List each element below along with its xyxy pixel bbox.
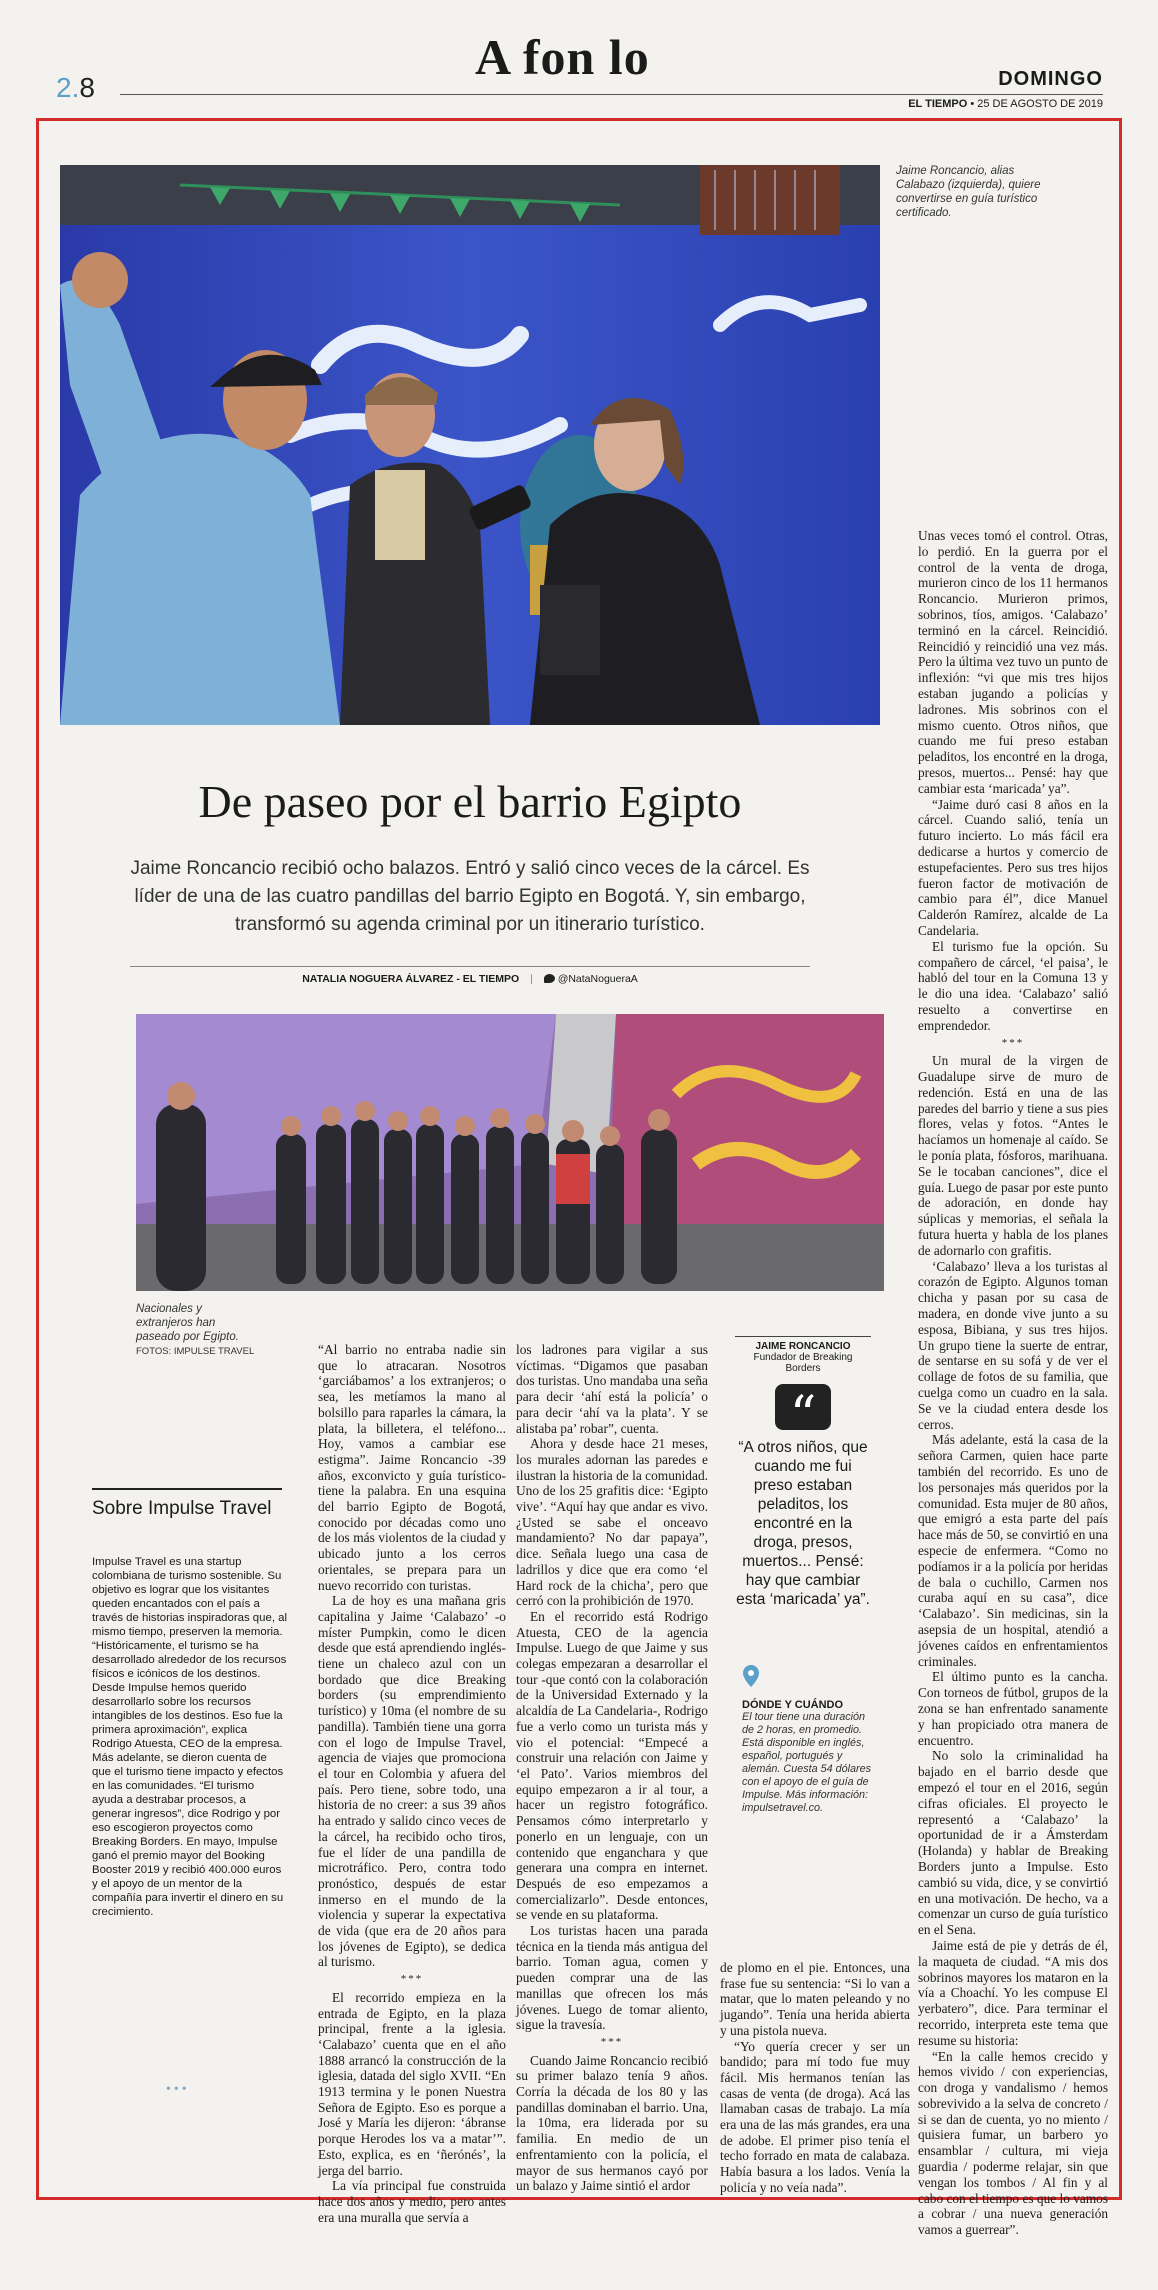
sidebar-body: Impulse Travel es una startup colombiana de turismo sostenible. Su objetivo es lograr que los visitantes queden encantados con el país a través de historias inspiradoras que, al mismo tiempo, preserven la memoria. “Históricamente, el turismo se ha desarrollado alrededor de los recursos físicos e icónicos de los destinos. Desde Impulse hemos querido desarrollarlo sobre los recursos intangibles de los destinos. Eso fue la primera aproximación”, explica Rodrigo Atuesta, CEO de la empresa. Más adelante, se dieron cuenta de que el turismo tiene impacto y efectos en las comunidades. “El turismo ayuda a destrabar procesos, a generar ingresos”, dice Rodrigo y por eso escogieron proyectos como Breaking Borders. En mayo, Impulse ganó el premio mayor del Booking Booster 2019 y recibió 400.000 euros y el apoyo de un mentor de la compañía para invertir el dinero en su crecimiento. xyxy=(92,1556,288,1918)
group-photo-caption xyxy=(136,1302,256,1359)
info-box xyxy=(742,1664,872,1815)
sidebar-dots: ••• xyxy=(166,2082,190,2097)
article-column-3 xyxy=(720,1960,910,2196)
byline-divider: | xyxy=(530,973,533,985)
paragraph: “En la calle hemos crecido y hemos vivido / con experiencias, con droga y vandalismo / hemos sobrevivido a la selva de concreto / si se dan de cuenta, yo no miento / quisiera fumar, un barbero yo ensamblar / cultura, mi vieja guardia / poderme relajar, sin que vengan los tombos / Al fin y al cabo con el tiempo es que lo vamos a cobrar / una nueva generación vamos a guerrear”. xyxy=(918,2048,1108,2238)
paragraph: Jaime está de pie y detrás de él, la maqueta de ciudad. “A mis dos sobrinos mayores los mataron en la vía a Choachí. Yo les compuse El yerbatero”, dice. Para terminar el recorrido, interpreta este tema que resume su historia: xyxy=(918,1937,1108,2048)
paragraph: El último punto es la cancha. Con torneos de fútbol, grupos de la zona se han enfrentado sanamente y han propiciado otra manera de encuentro. xyxy=(918,1669,1108,1748)
paragraph: El recorrido empieza en la entrada de Egipto, en la plaza principal, frente a la iglesia. ‘Calabazo’ cuenta que en el año 1888 arrancó la construcción de la iglesia, datada del siglo XVII. “En 1913 termina y le ponen Nuestra Señora de Egipto. Eso es porque a José y María les dijeron: ‘ábranse porque Herodes los va a matar’”. Esto, explica, es en ‘ñerónés’, la jerga del barrio. xyxy=(318,1989,506,2178)
quote-name: JAIME RONCANCIO xyxy=(735,1336,871,1352)
paragraph: Ahora y desde hace 21 meses, los murales adornan las paredes e ilustran la historia de la comunidad. Uno de los 25 grafitis dice: ‘Egipto vive’. “Aquí hay que andar es vivo. ¿Usted se sabe el onceavo mandamiento? No dar papaya”, dice. Señala luego una casa de ladrillos y dice que era como ‘el Hard rock de la chicha’, pero que cerró con la prohibición de 1970. xyxy=(516,1436,708,1609)
paragraph: Más adelante, está la casa de la señora Carmen, quien hace parte también del recorrido. Es uno de los personajes más queridos por la comunidad. Esta mujer de 80 años, que emigró a esta parte del país hace más de 50, se convirtió en una especie de enfermera. “Como no podíamos ir a la policía por heridas de bala o cuchillo, Carmen nos curaba aquí en su casa”, dice ‘Calabazo’. Sin medicinas, sin la asepsia de un hospital, atendió a jóvenes caídos en enfrentamientos criminales. xyxy=(918,1432,1108,1669)
paragraph: ‘Calabazo’ lleva a los turistas al corazón de Egipto. Algunos toman chicha y pasan por su casa de madera, en donde vive junto a su esposa, Bibiana, y sus tres hijos. Un grupo tiene la suerte de entrar, de sentarse en su sofá y de ver el collage de fotos de su familia, que cuelga como un cuadro en la sala. Se ve la ciudad entera desde los cerros. xyxy=(918,1258,1108,1432)
section-title: A fon lo xyxy=(475,29,650,85)
main-photo xyxy=(60,165,880,725)
paragraph: de plomo en el pie. Entonces, una frase fue su sentencia: “Si lo van a matar, que lo maten peleando y no jugando”. Tenía una herida abierta y una pistola nueva. xyxy=(720,1960,910,2038)
issue-date xyxy=(908,98,1103,110)
paragraph: La de hoy es una mañana gris capitalina y Jaime ‘Calabazo’ -o míster Pumpkin, como le dicen desde que está aprendiendo inglés- tiene un chaleco azul con un bordado que dice Breaking borders (su emprendimiento turístico) y 10ma (el nombre de su pandilla). También tiene una gorra con el logo de Impulse Travel, agencia de viajes que promociona el tour en Colombia y afuera del país. Pero tiene, sobre todo, una historia de no creer: a sus 39 años ha entrado y salido cinco veces de la cárcel, ha recibido ocho tiros, fue el líder de una pandilla de microtráfico. Pero, contra todo pronóstico, después de estar inmerso en el mundo de la violencia y superar la expectativa de vida (que era de 20 años para los jóvenes de Egipto), se dedica al turismo. xyxy=(318,1593,506,1970)
paragraph: El turismo fue la opción. Su compañero de cárcel, ‘el paisa’, le habló del tour en la Comuna 13 y le dio una idea. ‘Calabazo’ salió resuelto a convertirse en emprendedor. xyxy=(918,938,1108,1033)
twitter-icon xyxy=(544,974,555,983)
paper-name: EL TIEMPO xyxy=(908,98,968,110)
masthead-rule xyxy=(120,94,1103,95)
page-prefix: 2. xyxy=(56,72,80,103)
paragraph: “Yo quería crecer y ser un bandido; para mí todo fue muy fácil. Mis hermanos tenían las casas de venta (de droga). Acá las llamaban casas de trabajo. La mía era una de las más grandes, era una de adobe. El primer piso tenía el techo forrado en mata de calabaza. Había basura a los lados. Venía la policía y no veía nada”. xyxy=(720,2038,910,2195)
sidebar-title: Sobre Impulse Travel xyxy=(92,1498,272,1519)
byline-twitter[interactable]: @NataNogueraA xyxy=(557,973,638,985)
pull-quote xyxy=(735,1336,871,1609)
main-photo-graphic xyxy=(60,165,880,725)
info-text: El tour tiene una duración de 2 horas, en promedio. Está disponible en inglés, español, portugués y alemán. Cuesta 54 dólares con el apoyo de el guía de Impulse. Más información: impulsetravel.co. xyxy=(742,1711,872,1814)
paragraph: La vía principal fue construida hace dos años y medio, pero antes era una muralla que servía a xyxy=(318,2178,506,2225)
date-text: • 25 DE AGOSTO DE 2019 xyxy=(967,98,1103,110)
group-photo-caption-text: Nacionales y extranjeros han paseado por Egipto. xyxy=(136,1303,239,1343)
photo-credit: FOTOS: IMPULSE TRAVEL xyxy=(136,1346,255,1357)
paragraph: “Jaime duró casi 8 años en la cárcel. Cuando salió, tenía un futuro incierto. Lo más fácil era dedicarse a hurtos y comercio de estupefacientes. Pero sus tres hijos fueron factor de motivación de cambio para él”, dice Manuel Calderón Ramírez, alcalde de La Candelaria. xyxy=(918,796,1108,938)
quote-icon: “ xyxy=(775,1384,831,1430)
paragraph: “Al barrio no entraba nadie sin que lo atracaran. Nosotros ‘garciábamos’ a los extranjeros; o sea, les metíamos la mano al bolsillo para raparles la cámara, la plata, la billetera, el teléfono... Hoy, vamos a cambiar ese estigma”. Jaime Roncancio -39 años, exconvicto y guía turístico- tiene la palabra. En una esquina del barrio Egipto de Bogotá, conocido por décadas como uno de los más violentos de la ciudad y ubicado junto a los cerros orientales, se prepara para un nuevo recorrido con turistas. xyxy=(318,1342,506,1593)
paragraph: No solo la criminalidad ha bajado en el barrio desde que empezó el tour en el 2016, según cifras oficiales. El proyecto le representó a ‘Calabazo’ la oportunidad de ir a Ámsterdam (Holanda) y hablar de Breaking Borders junto a Impulse. Esto cambió su vida, dice, y se convirtió en una motivación. De hecho, va a comenzar un curso de guía turístico en el Sena. xyxy=(918,1748,1108,1938)
page-number xyxy=(56,72,95,104)
section-stars: *** xyxy=(600,2035,624,2048)
section-stars: *** xyxy=(1001,1036,1025,1049)
byline xyxy=(130,966,810,985)
group-photo xyxy=(136,1014,884,1291)
paragraph: Cuando Jaime Roncancio recibió su primer balazo tenía 9 años. Corría la década de los 80 y las pandillas dominaban el barrio. Una, la 10ma, era liderada por su familia. En medio de un enfrentamiento con la policía, el mayor de sus hermanos cayó por un balazo y Jaime sintió el ardor xyxy=(516,2052,708,2194)
article-column-4 xyxy=(918,528,1108,2238)
article-headline: De paseo por el barrio Egipto xyxy=(198,776,742,827)
group-photo-graphic xyxy=(136,1014,884,1291)
sidebar-rule xyxy=(92,1488,282,1490)
quote-role: Fundador de Breaking Borders xyxy=(753,1352,853,1374)
paragraph: los ladrones para vigilar a sus víctimas. “Digamos que pasaban dos turistas. Uno mandaba una seña para decir ‘ahí está la policía’ o para decir ‘ahí va la plata’. Y se alistaba pa’ robar”, cuenta. xyxy=(516,1342,708,1436)
paragraph: Un mural de la virgen de Guadalupe sirve de muro de redención. Está en una de las paredes del barrio y tiene a sus pies flores, velas y fotos. “Antes le hacíamos un homenaje al caído. Se le ponía plata, fósforos, marihuana. Se le tocaban canciones”, dice el guía. Luego de pasar por este punto de adoración, en donde hay súplicas y memorias, el señala la futura huerta y habla de los planes de adornarlo con grafitis. xyxy=(918,1053,1108,1258)
byline-author: NATALIA NOGUERA ÁLVAREZ - EL TIEMPO xyxy=(302,973,520,985)
quote-text: “A otros niños, que cuando me fui preso estaban peladitos, los encontré en la droga, presos, muertos... Pensé: hay que cambiar esta ‘maricada’ ya”. xyxy=(736,1439,870,1608)
paragraph: En el recorrido está Rodrigo Atuesta, CEO de la agencia Impulse. Luego de que Jaime y sus colegas empezaran a desarrollar el tour -que contó con la colaboración de la Universidad Externado y la alcaldía de La Candelaria-, Rodrigo fue a verlo como un turista más y vio el potencial: “Empecé a construir una relación con Jaime y ‘el Pato’. Varios miembros del equipo empezaron a ir al tour, a hacer un registro fotográfico. Pensamos cómo interpretarlo y ponerlo en un lenguaje, con un contenido que enganchara y que generara una compra en internet. Después de eso empezamos a comercializarlo”. Desde entonces, se vende en su plataforma. xyxy=(516,1608,708,1923)
section-stars: *** xyxy=(400,1973,424,1986)
location-pin-icon xyxy=(742,1664,760,1688)
paragraph: Unas veces tomó el control. Otras, lo perdió. En la guerra por el control de la venta de droga, murieron cinco de los 11 hermanos Roncancio. Murieron primos, sobrinos, tíos, amigos. ‘Calabazo’ terminó en la cárcel. Reincidió. Reincidió y reincidió una vez más. Pero la última vez tuvo un punto de inflexión: “vi que mis tres hijos estaban jugando a policías y ladrones. Mis sobrinos con el mismo cuento. Otros niños, que cuando me fui preso estaban peladitos, los encontré en la droga, presos, muertos... Pensé: hay que cambiar esta ‘maricada’ ya”. xyxy=(918,528,1108,796)
info-title: DÓNDE Y CUÁNDO xyxy=(742,1699,844,1711)
day-label: DOMINGO xyxy=(998,68,1103,90)
main-photo-caption: Jaime Roncancio, alias Calabazo (izquierda), quiere convertirse en guía turístico certificado. xyxy=(896,165,1041,219)
article-deck: Jaime Roncancio recibió ocho balazos. Entró y salió cinco veces de la cárcel. Es líder de una de las cuatro pandillas del barrio Egipto en Bogotá. Y, sin embargo, transformó su agenda criminal por un itinerario turístico. xyxy=(130,858,810,935)
article-column-1 xyxy=(318,1342,506,2225)
paragraph: Los turistas hacen una parada técnica en la tienda más antigua del barrio. Toman agua, comen y pueden comprar una de las manillas que ofrecen los más jóvenes. Luego de tomar aliento, sigue la travesía. xyxy=(516,1923,708,2033)
article-column-2 xyxy=(516,1342,708,2194)
page-digit: 8 xyxy=(79,72,95,103)
